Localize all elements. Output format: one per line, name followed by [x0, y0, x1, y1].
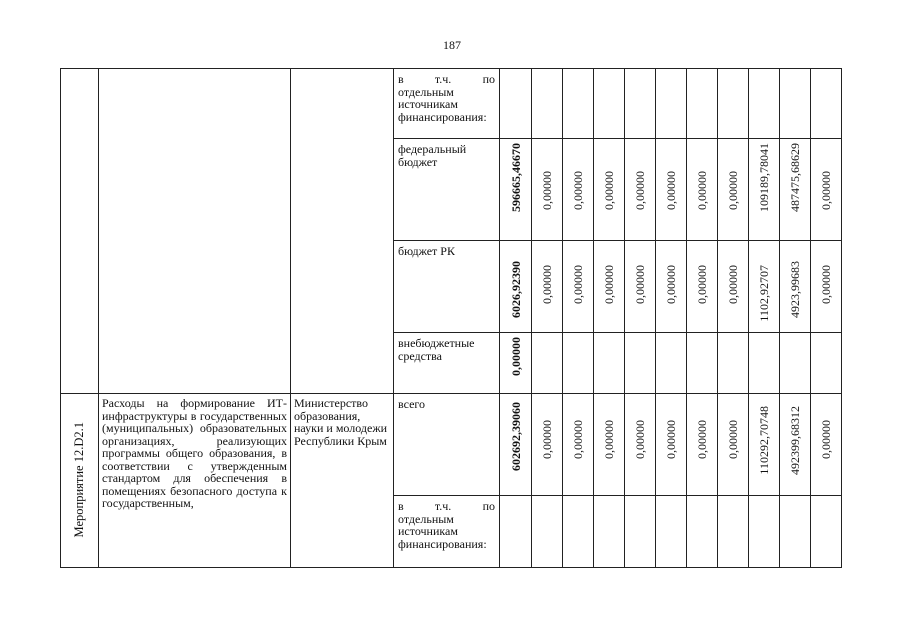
sources-header-cell [394, 496, 500, 568]
budget-table [60, 68, 842, 568]
year-value: 492399,68312 [788, 406, 802, 475]
year-value: 0,00000 [571, 420, 585, 459]
year-value: 0,00000 [602, 420, 616, 459]
total-value: 602692,39060 [508, 402, 523, 471]
year-value: 0,00000 [540, 171, 554, 210]
measure-description: Расходы на формирование ИТ-инфраструктуры в государственных (муниципальных) образовательных организациях, реализующих программы общего образования, в соответствии с утвержденным стандартом для обеспечения в помещениях безопасного доступа к государственным, [99, 394, 291, 568]
year-value: 0,00000 [633, 420, 647, 459]
year-value: 0,00000 [819, 171, 833, 210]
total-cell [500, 241, 532, 333]
year-value: 0,00000 [726, 265, 740, 304]
source-label: всего [394, 394, 500, 496]
year-value: 0,00000 [695, 171, 709, 210]
year-value: 1102,92707 [757, 265, 771, 322]
source-label: бюджет РК [394, 241, 500, 333]
sources-header-cell [394, 69, 500, 139]
total-value: 0,00000 [508, 337, 523, 376]
year-value: 0,00000 [664, 171, 678, 210]
year-value: 0,00000 [726, 171, 740, 210]
year-value: 0,00000 [695, 420, 709, 459]
year-value: 0,00000 [695, 265, 709, 304]
sources-header-word: т.ч. [434, 499, 452, 513]
year-value: 487475,68629 [788, 143, 802, 212]
total-cell [500, 394, 532, 496]
sources-header-word: т.ч. [434, 72, 452, 86]
year-value: 0,00000 [633, 265, 647, 304]
sources-header-word: по [482, 499, 495, 513]
total-cell [500, 139, 532, 241]
source-label: федеральный бюджет [394, 139, 500, 241]
year-value: 0,00000 [602, 171, 616, 210]
year-value: 0,00000 [602, 265, 616, 304]
total-cell [500, 333, 532, 394]
year-value: 0,00000 [819, 265, 833, 304]
table-row [61, 69, 842, 139]
year-value: 0,00000 [540, 265, 554, 304]
year-value: 4923,99683 [788, 261, 802, 318]
year-value: 110292,70748 [757, 406, 771, 475]
executor-cell-empty [291, 69, 394, 394]
year-value: 0,00000 [726, 420, 740, 459]
total-value: 6026,92390 [508, 261, 523, 318]
sources-header-word: по [482, 72, 495, 86]
measure-id-cell [61, 394, 99, 568]
source-label: внебюджетные средства [394, 333, 500, 394]
measure-id: Мероприятие 12.D2.1 [72, 421, 87, 537]
year-value: 0,00000 [819, 420, 833, 459]
year-value: 0,00000 [633, 171, 647, 210]
measure-id-cell-empty [61, 69, 99, 394]
year-value: 0,00000 [571, 171, 585, 210]
sources-header-word: в [398, 72, 404, 86]
year-value: 0,00000 [540, 420, 554, 459]
sources-header-text: отдельным источникам финансирования: [398, 84, 487, 124]
year-value: 109189,78041 [757, 143, 771, 212]
sources-header-word: в [398, 499, 404, 513]
year-value: 0,00000 [664, 265, 678, 304]
table-row [61, 394, 842, 496]
page-number: 187 [443, 38, 461, 52]
description-cell-empty [99, 69, 291, 394]
total-value: 596665,46670 [508, 143, 523, 212]
sources-header-text: отдельным источникам финансирования: [398, 511, 487, 551]
year-value: 0,00000 [571, 265, 585, 304]
year-value: 0,00000 [664, 420, 678, 459]
measure-executor: Министерство образования, науки и молодежи Республики Крым [291, 394, 394, 568]
